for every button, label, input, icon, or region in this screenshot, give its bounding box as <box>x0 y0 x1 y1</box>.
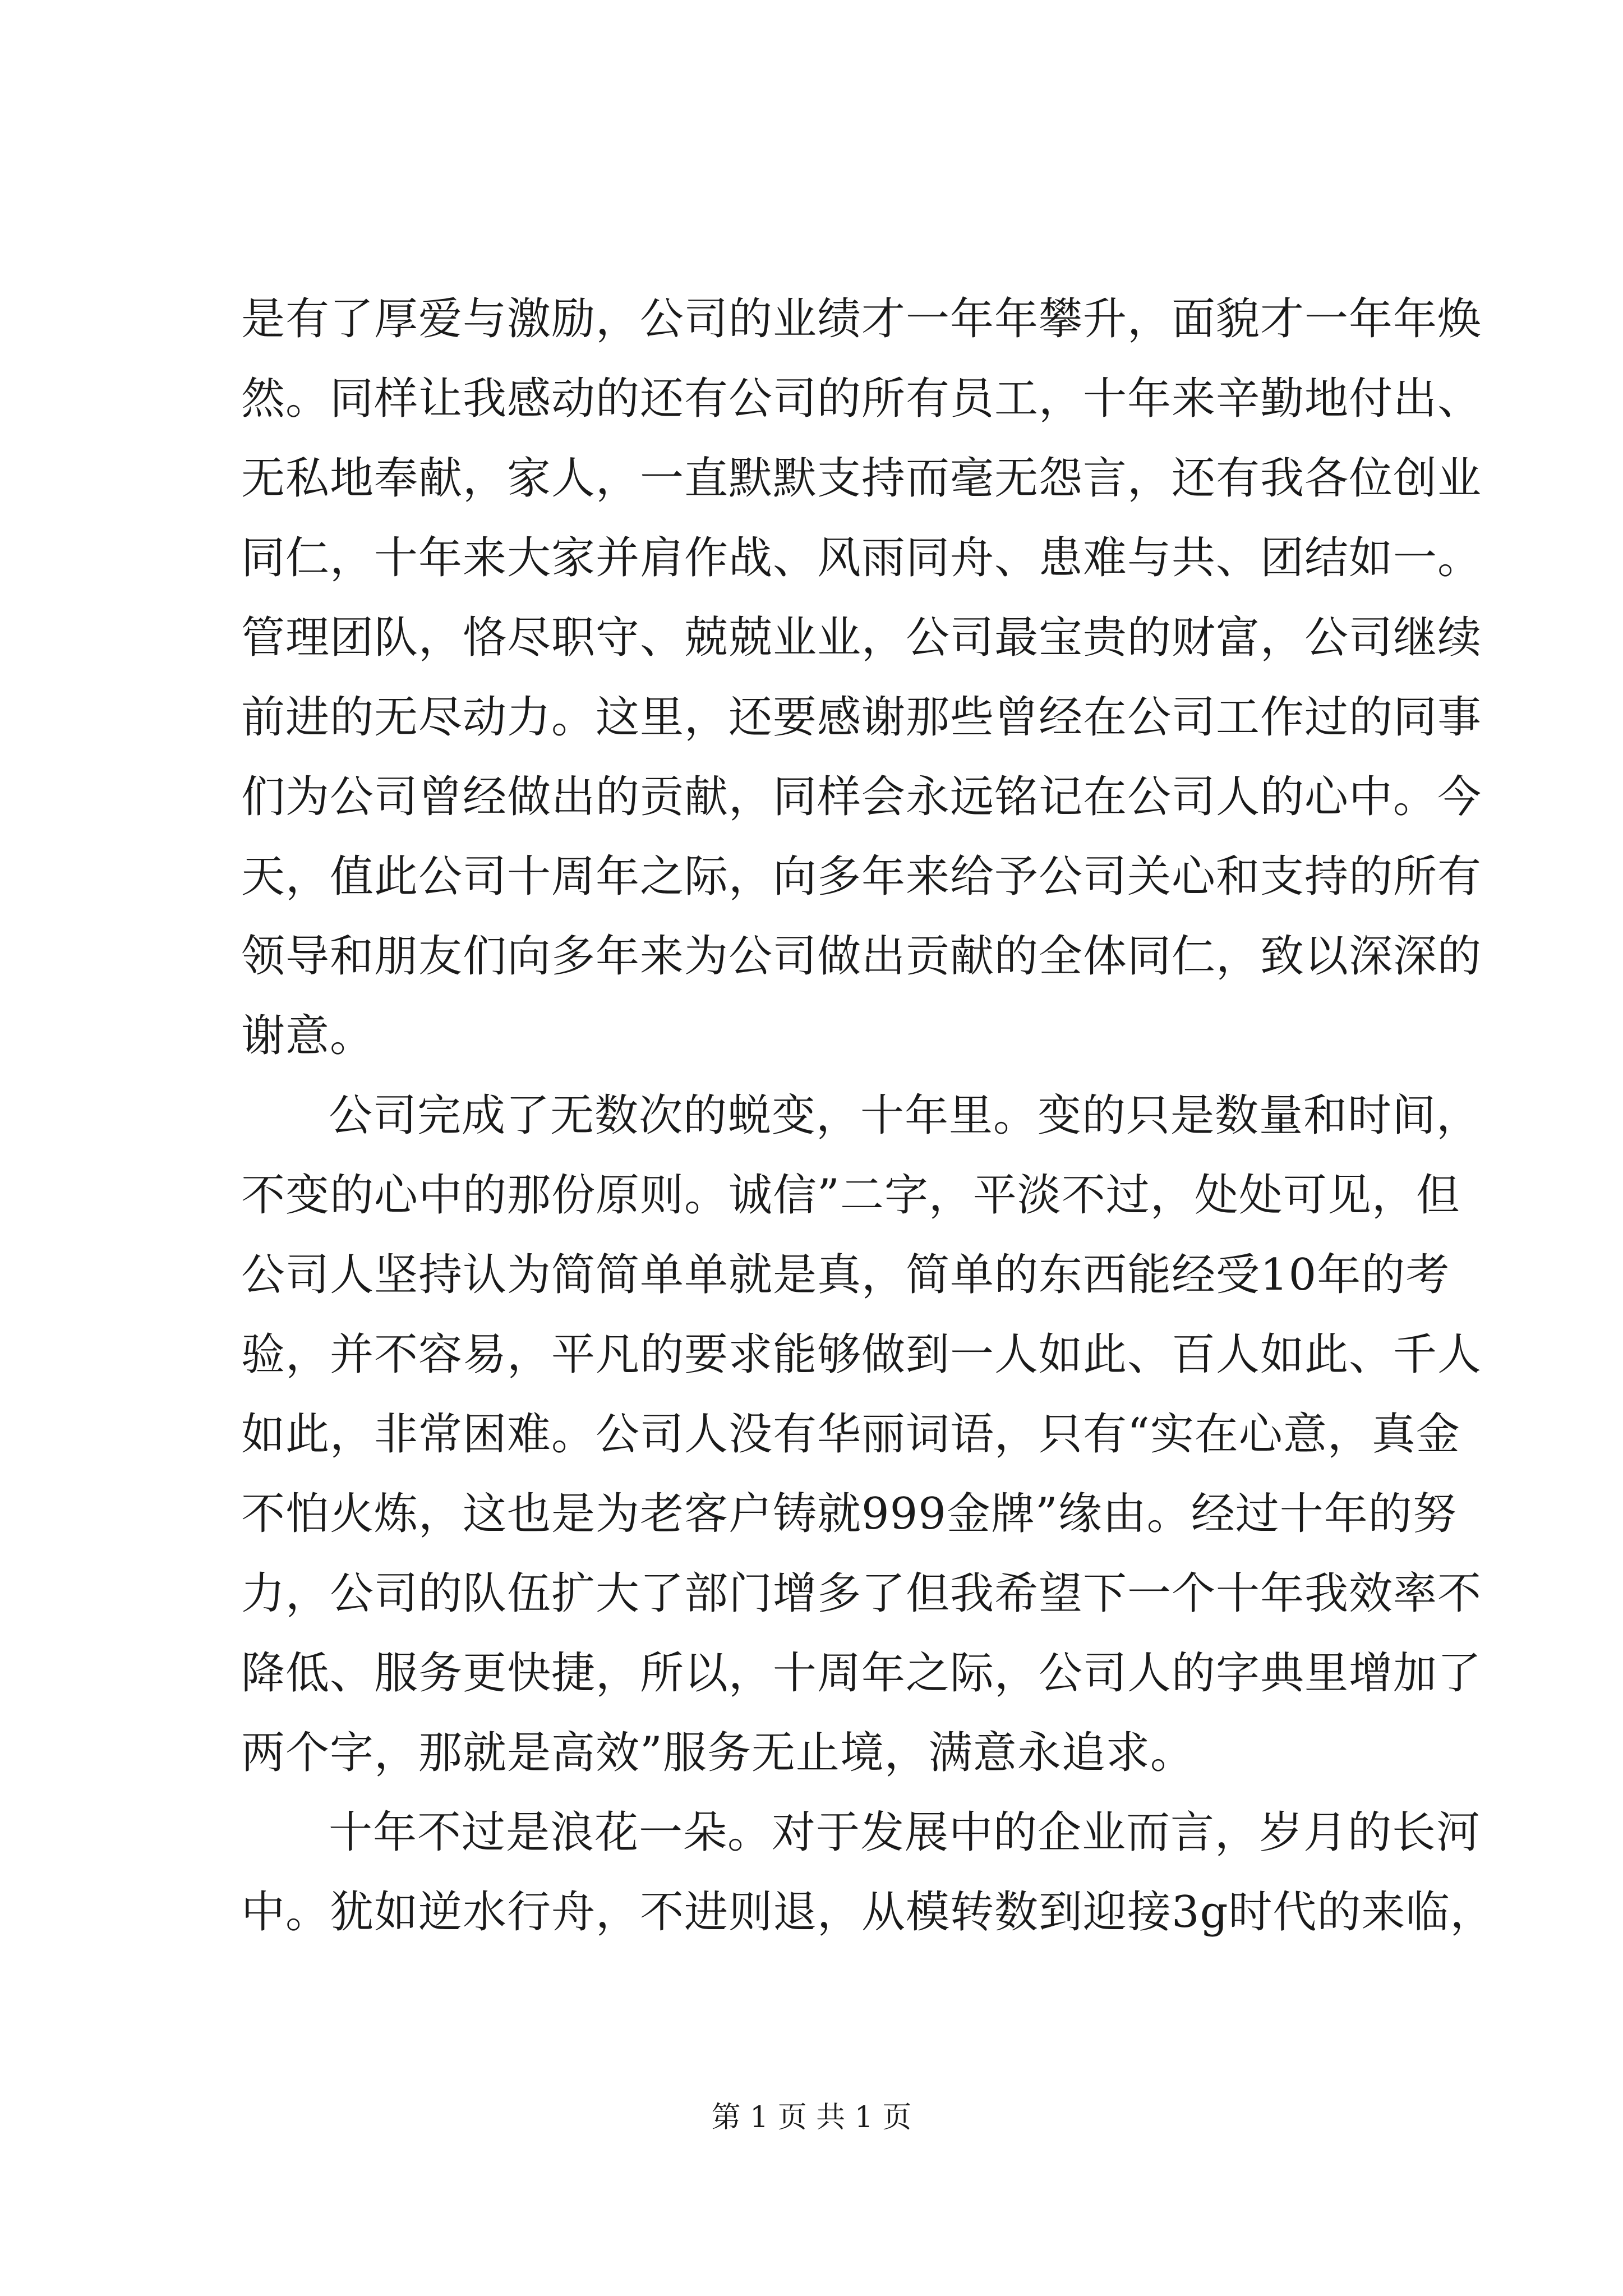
text-line: 两个字，那就是高效”服务无止境，满意永追求。 <box>241 1728 1195 1778</box>
text-line: 管理团队，恪尽职守、兢兢业业，公司最宝贵的财富，公司继续 <box>241 613 1482 663</box>
text-line: 不变的心中的那份原则。诚信”二字，平淡不过，处处可见，但 <box>241 1170 1460 1221</box>
text-line: 无私地奉献，家人，一直默默支持而毫无怨言，还有我各位创业 <box>241 453 1482 504</box>
paragraph-first-line: 公司完成了无数次的蜕变，十年里。变的只是数量和时间， <box>329 1091 1481 1141</box>
paragraph-first-line: 十年不过是浪花一朵。对于发展中的企业而言，岁月的长河 <box>329 1807 1481 1858</box>
text-line: 同仁，十年来大家并肩作战、风雨同舟、患难与共、团结如一。 <box>241 533 1482 583</box>
text-line: 验，并不容易，平凡的要求能够做到一人如此、百人如此、千人 <box>241 1329 1482 1380</box>
page-number: 第 1 页 共 1 页 <box>711 2101 912 2134</box>
document-body <box>241 279 1495 1952</box>
text-line: 如此，非常困难。公司人没有华丽词语，只有“实在心意，真金 <box>241 1409 1460 1460</box>
text-line: 中。犹如逆水行舟，不进则退，从模转数到迎接3g时代的来临， <box>241 1887 1495 1938</box>
page-footer <box>0 2101 1623 2134</box>
text-line: 不怕火炼，这也是为老客户铸就999金牌”缘由。经过十年的努 <box>241 1489 1457 1539</box>
text-line: 天，值此公司十周年之际，向多年来给予公司关心和支持的所有 <box>241 852 1482 902</box>
text-line: 领导和朋友们向多年来为公司做出贡献的全体同仁，致以深深的 <box>241 931 1482 982</box>
text-line: 谢意。 <box>241 1011 375 1061</box>
text-line: 们为公司曾经做出的贡献，同样会永远铭记在公司人的心中。今 <box>241 772 1482 822</box>
text-line: 公司人坚持认为简简单单就是真，简单的东西能经受10年的考 <box>241 1250 1450 1300</box>
text-line: 力，公司的队伍扩大了部门增多了但我希望下一个十年我效率不 <box>241 1568 1482 1619</box>
text-line: 然。同样让我感动的还有公司的所有员工，十年来辛勤地付出、 <box>241 374 1482 424</box>
text-line: 前进的无尽动力。这里，还要感谢那些曾经在公司工作过的同事 <box>241 692 1482 743</box>
text-line: 降低、服务更快捷，所以，十周年之际，公司人的字典里增加了 <box>241 1648 1482 1699</box>
text-line: 是有了厚爱与激励，公司的业绩才一年年攀升，面貌才一年年焕 <box>241 294 1482 344</box>
